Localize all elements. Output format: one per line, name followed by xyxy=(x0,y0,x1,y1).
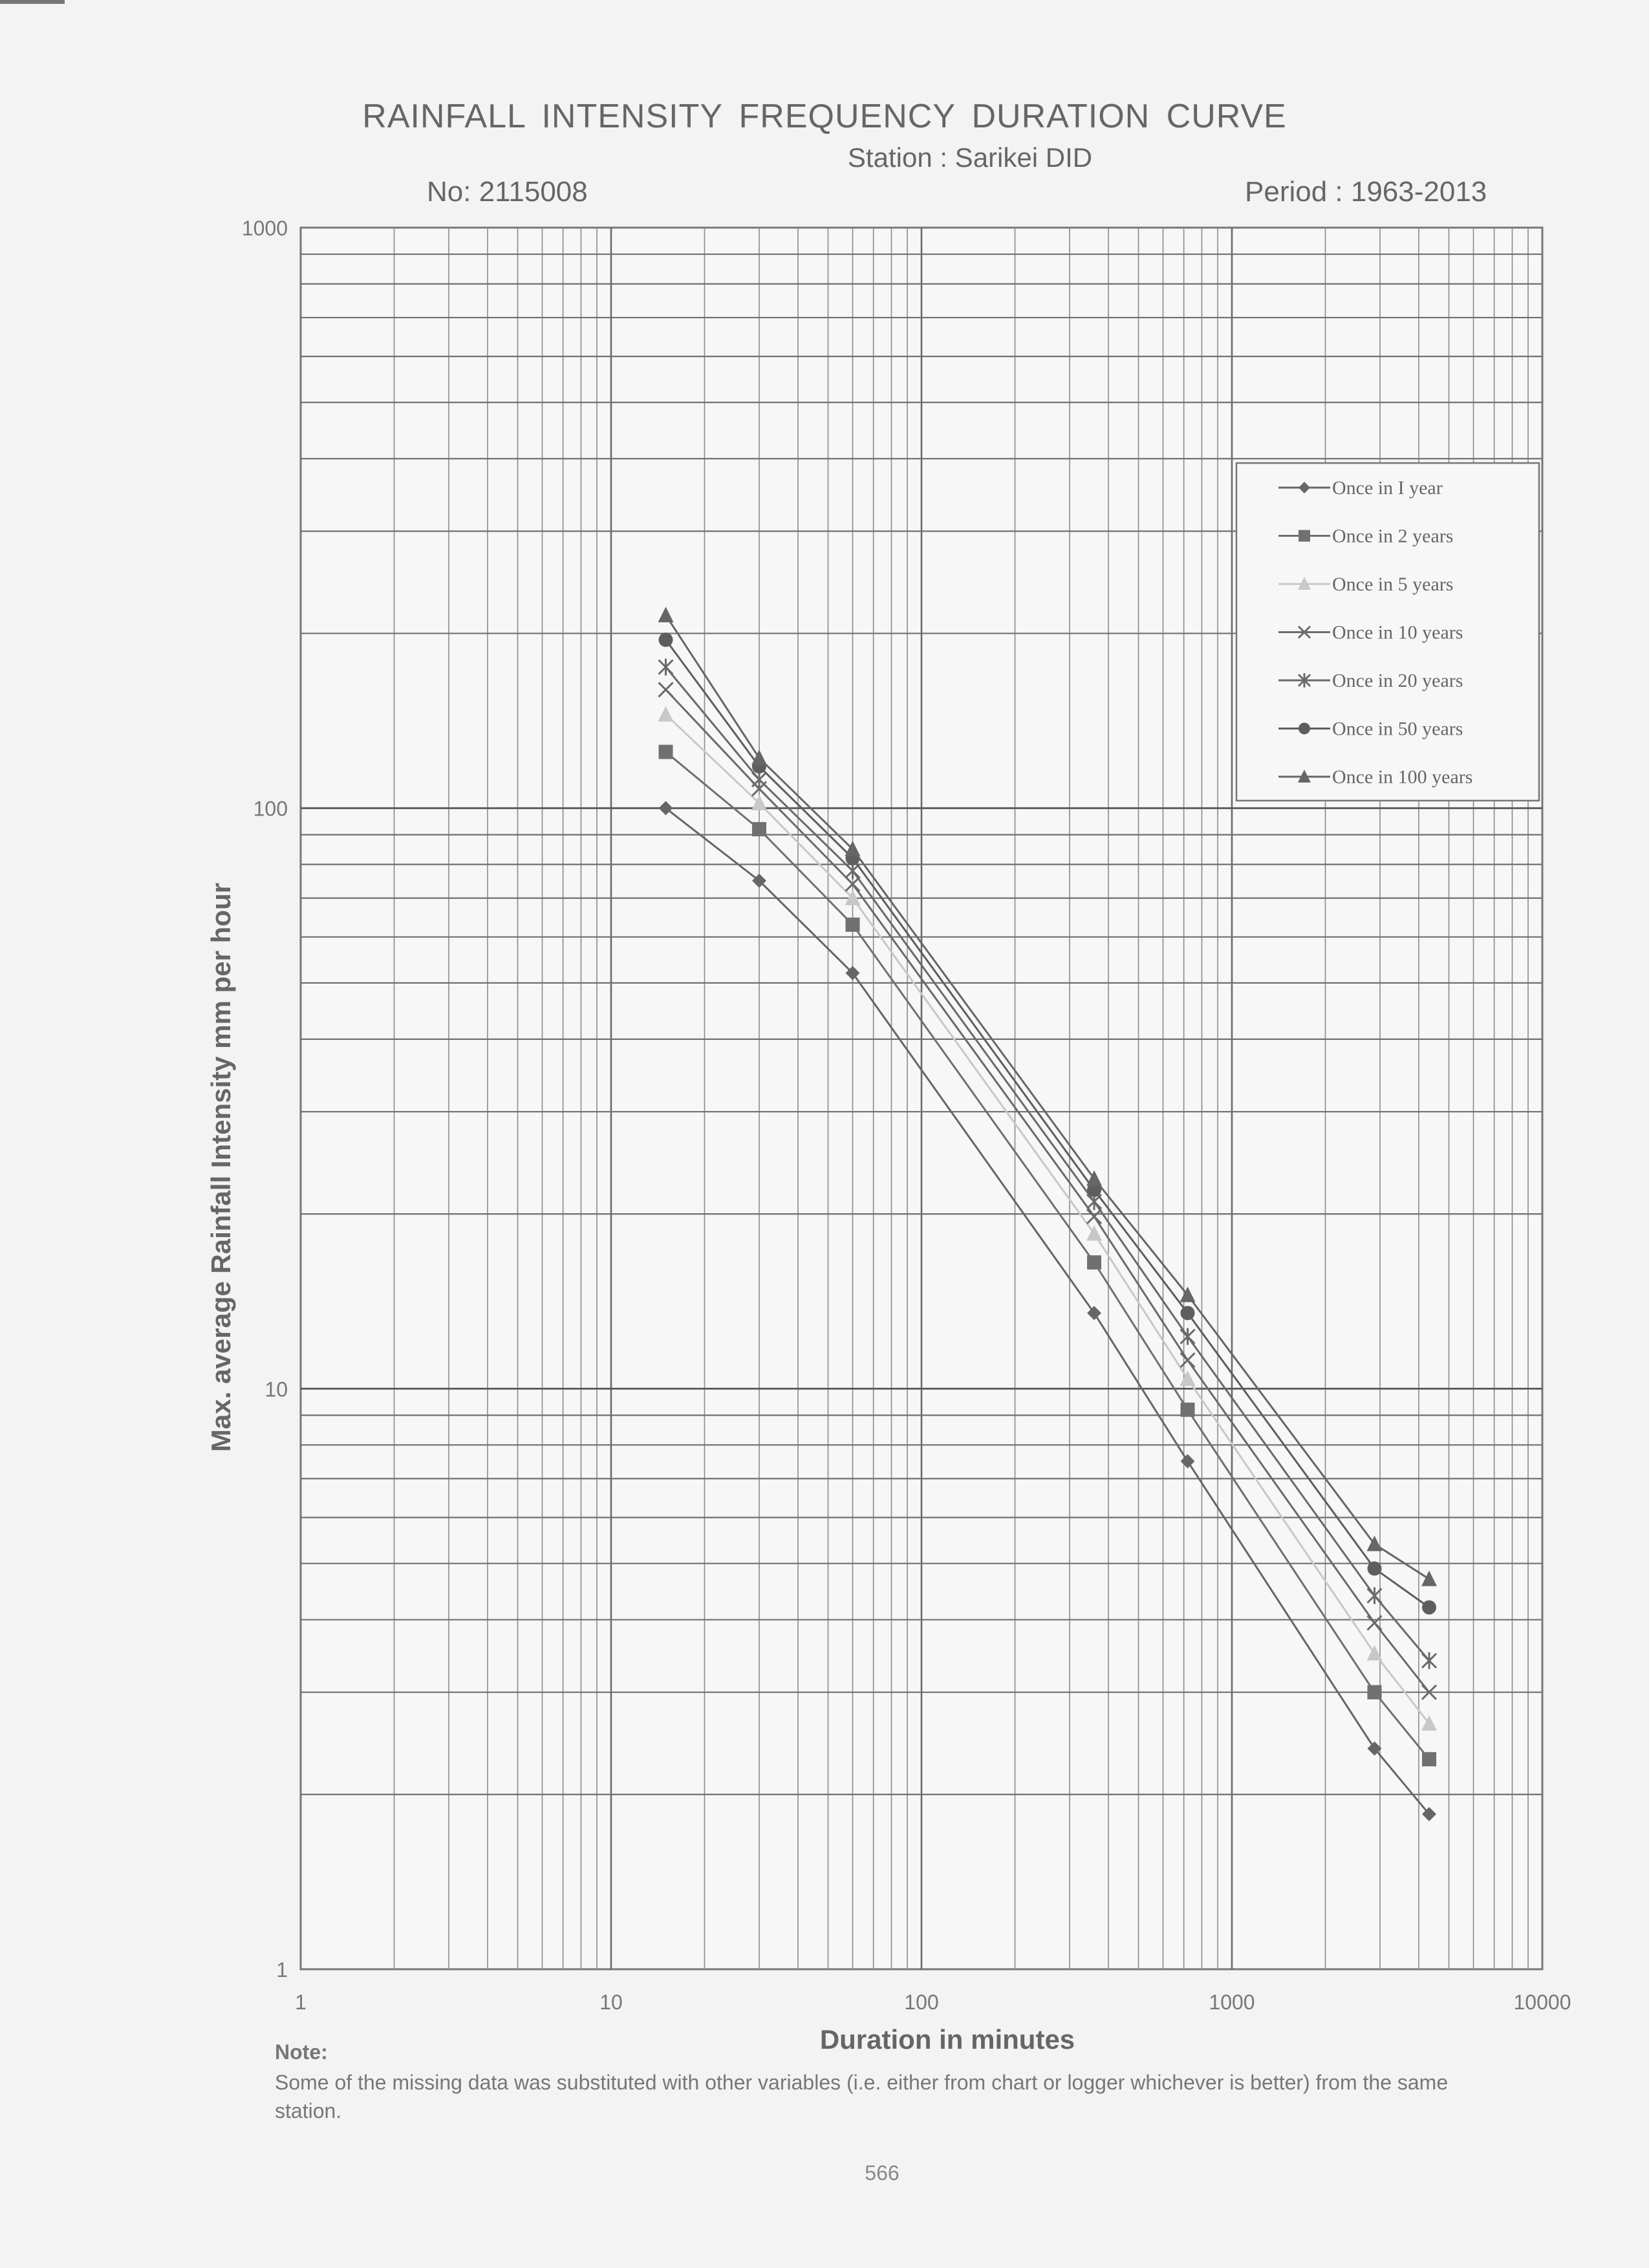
legend-item: Once in I year xyxy=(1332,477,1443,499)
station-number: No: 2115008 xyxy=(427,176,588,208)
data-point-series-2 xyxy=(1422,1752,1436,1766)
data-point-series-2 xyxy=(846,918,860,932)
x-tick-label: 10000 xyxy=(1513,1991,1571,2014)
y-tick-label: 1000 xyxy=(241,217,288,240)
data-point-series-6 xyxy=(1422,1601,1436,1615)
note-text: Some of the missing data was substituted with other variables (i.e. either from chart or logger whichever is better) from the same station. xyxy=(275,2071,1449,2122)
legend-item: Once in 5 years xyxy=(1332,574,1454,595)
y-tick-label: 1 xyxy=(276,1958,288,1982)
legend-item: Once in 50 years xyxy=(1332,718,1463,740)
legend-item: Once in 10 years xyxy=(1332,621,1463,643)
y-tick-label: 100 xyxy=(253,797,288,821)
y-axis-label: Max. average Rainfall Intensity mm per hour xyxy=(206,883,236,1452)
period-label: Period : 1963-2013 xyxy=(1245,176,1487,208)
data-point-series-2 xyxy=(752,822,766,836)
x-tick-label: 1000 xyxy=(1209,1991,1255,2014)
y-tick-label: 10 xyxy=(264,1377,288,1401)
data-point-series-2 xyxy=(1087,1255,1101,1269)
legend-marker xyxy=(1299,723,1310,735)
legend-item: Once in 2 years xyxy=(1332,525,1454,547)
legend-item: Once in 100 years xyxy=(1332,766,1473,788)
legend-item: Once in 20 years xyxy=(1332,670,1463,691)
data-point-series-2 xyxy=(1181,1403,1195,1417)
data-point-series-6 xyxy=(1181,1306,1195,1320)
data-point-series-2 xyxy=(1368,1685,1382,1700)
data-point-series-2 xyxy=(659,745,673,759)
x-tick-label: 100 xyxy=(904,1991,939,2014)
x-tick-label: 10 xyxy=(599,1991,623,2014)
x-axis-label: Duration in minutes xyxy=(819,2024,1075,2055)
note-title: Note: xyxy=(275,2040,328,2064)
legend-marker xyxy=(1299,530,1310,542)
chart-title: RAINFALL INTENSITY FREQUENCY DURATION CURVE xyxy=(362,98,1287,135)
station-label: Station : Sarikei DID xyxy=(847,142,1093,173)
page-number: 566 xyxy=(865,2161,900,2185)
data-point-series-6 xyxy=(1368,1561,1382,1575)
x-tick-label: 1 xyxy=(295,1991,307,2014)
data-point-series-6 xyxy=(659,632,673,647)
